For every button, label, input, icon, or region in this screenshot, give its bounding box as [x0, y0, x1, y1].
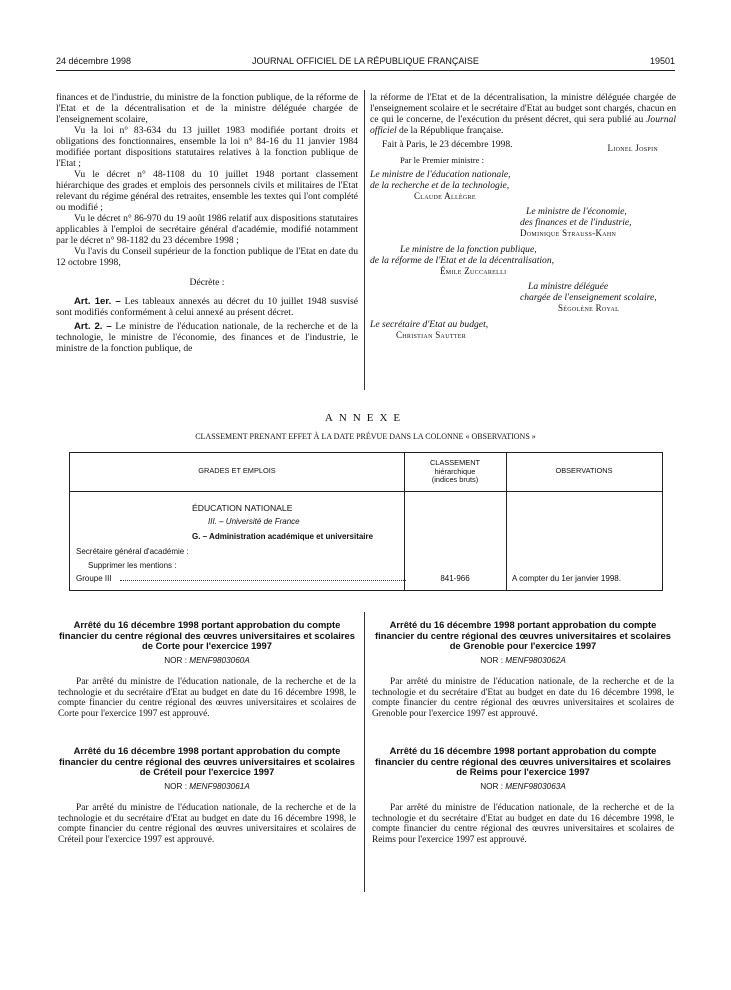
signatory-name: Claude Allègre [414, 191, 476, 201]
arrete-block [58, 620, 356, 720]
article-1-text: Les tableaux annexés au décret du 10 juillet 1948 susvisé sont modifiés conformément à celui annexé au présent décret. [56, 296, 358, 318]
header-rule [56, 70, 675, 71]
table-row-label: Supprimer les mentions : [88, 561, 177, 570]
signatory-title: Le ministre de l'économie, [526, 206, 627, 217]
classement-header-line: hiérarchique [434, 466, 476, 476]
signature-date-line [370, 139, 676, 151]
table-header-rule [70, 491, 662, 492]
decree-visa: Vu le décret n° 86-970 du 19 août 1986 relatif aux dispositions statutaires applicables à l'emploi de secrétaire général d'académie, modifié notamment par le décret n° 98-1182 du 23 décembre 1998 ; [56, 213, 358, 246]
signature-block [370, 169, 676, 202]
arrete-body: Par arrêté du ministre de l'éducation nationale, de la recherche et de la technologie et du secrétaire d'Etat au budget en date du 16 décembre 1998, le compte financier du centre régional des œuvres universitaires et scolaires de Corte pour l'exercice 1997 est approuvé. [58, 676, 356, 720]
arrete-body: Par arrêté du ministre de l'éducation nationale, de la recherche et de la technologie et du secrétaire d'Etat au budget en date du 16 décembre 1998, le compte financier du centre régional des œuvres universitaires et scolaires de Créteil pour l'exercice 1997 est approuvé. [58, 802, 356, 846]
column-divider [364, 90, 365, 390]
classement-header-line: (indices bruts) [431, 475, 479, 484]
table-row-label: Secrétaire général d'académie : [76, 547, 189, 556]
table-row-section: ÉDUCATION NATIONALE [192, 503, 293, 513]
table-cell-observations: A compter du 1er janvier 1998. [512, 574, 621, 583]
table-row-label: Groupe III [76, 574, 112, 583]
decree-article-2 [56, 321, 358, 354]
annexe-table [69, 452, 663, 591]
page-header [56, 56, 675, 70]
article-2-text: Le ministre de l'éducation nationale, de la recherche et de la technologie, le ministre de l'économie, des finances et de l'industrie, le ministre de la fonction publique, de [56, 321, 358, 354]
signatory-title: de la réforme de l'Etat et de la décentralisation, [370, 255, 555, 266]
arrete-nor: NOR : MENF9803063A [480, 781, 566, 791]
decree-right-column [370, 92, 676, 341]
arrete-block [58, 746, 356, 846]
table-row-subsection: G. – Administration académique et universitaire [192, 532, 374, 541]
column-divider [364, 612, 365, 892]
arrete-body: Par arrêté du ministre de l'éducation nationale, de la recherche et de la technologie et du secrétaire d'Etat au budget en date du 16 décembre 1998, le compte financier du centre régional des œuvres universitaires et scolaires de Reims pour l'exercice 1997 est approuvé. [372, 802, 674, 846]
arrete-body: Par arrêté du ministre de l'éducation nationale, de la recherche et de la technologie et du secrétaire d'Etat au budget en date du 16 décembre 1998, le compte financier du centre régional des œuvres universitaires et scolaires de Grenoble pour l'exercice 1997 est approuvé. [372, 676, 674, 720]
article-1-label: Art. 1er. – [74, 296, 121, 307]
decree-execution-clause: la réforme de l'Etat et de la décentralisation, la ministre déléguée chargée de l'enseignement scolaire et le secrétaire d'Etat au budget sont chargés, chacun en ce qui le concerne, de l'exécution du présent décret, qui sera publié au Journal officiel de la République française. [370, 92, 676, 136]
signatory-title: de la recherche et de la technologie, [370, 180, 510, 191]
article-2-label: Art. 2. – [74, 321, 112, 332]
header-date: 24 décembre 1998 [56, 56, 132, 66]
annexe-title: ANNEXE [324, 412, 407, 424]
table-header-grades: GRADES ET EMPLOIS [198, 466, 276, 475]
par-le-premier-ministre: Par le Premier ministre : [400, 155, 485, 165]
signatory-name: Émile Zuccarelli [440, 266, 507, 276]
arrete-nor: NOR : MENF9803060A [164, 655, 250, 665]
signature-block [520, 206, 676, 239]
arrete-block [372, 620, 674, 720]
table-header-observations: OBSERVATIONS [555, 466, 613, 475]
decree-visa: Vu l'avis du Conseil supérieur de la fonction publique de l'Etat en date du 12 octobre 1998, [56, 246, 358, 268]
fait-a-paris: Fait à Paris, le 23 décembre 1998. [382, 139, 513, 150]
signatory-title: Le ministre de la fonction publique, [400, 244, 537, 255]
decree-paragraph: finances et de l'industrie, du ministre de la fonction publique, de la réforme de l'Etat et de la décentralisation et de la ministre déléguée chargée de l'enseignement scolaire, [56, 92, 358, 125]
table-header-classement [404, 459, 506, 485]
decree-visa: Vu la loi n° 83-634 du 13 juillet 1983 modifiée portant droits et obligations des fonctionnaires, ensemble la loi n° 84-16 du 11 janvier 1984 modifiée portant dispositions statutaires relatives à la fonction publique de l'Etat ; [56, 125, 358, 169]
annexe-subtitle: CLASSEMENT PRENANT EFFET À LA DATE PRÉVUE DANS LA COLONNE « OBSERVATIONS » [195, 432, 536, 441]
decree-article-1 [56, 296, 358, 318]
decree-left-column [56, 92, 358, 354]
arrete-nor: NOR : MENF9803062A [480, 655, 566, 665]
pm-signature: Lionel Jospin [607, 143, 658, 153]
signatory-title: Le secrétaire d'Etat au budget, [370, 319, 489, 330]
signatory-title: Le ministre de l'éducation nationale, [370, 169, 511, 180]
decree-visa: Vu le décret n° 48-1108 du 10 juillet 1948 portant classement hiérarchique des grades et emplois des personnels civils et militaires de l'Etat relevant du régime général des retraites, ensemble les textes qui l'ont complété ou modifié ; [56, 169, 358, 213]
signature-block [370, 244, 676, 277]
header-journal-title: JOURNAL OFFICIEL DE LA RÉPUBLIQUE FRANÇAISE [252, 56, 479, 66]
signature-block [520, 281, 676, 314]
arrete-title: Arrêté du 16 décembre 1998 portant approbation du compte financier du centre régional des œuvres universitaires et scolaires de Créteil pour l'exercice 1997 [59, 745, 355, 778]
arrete-title: Arrêté du 16 décembre 1998 portant approbation du compte financier du centre régional des œuvres universitaires et scolaires de Grenoble pour l'exercice 1997 [375, 619, 671, 652]
signatory-name: Christian Sautter [396, 330, 467, 340]
signatory-title: des finances et de l'industrie, [520, 217, 632, 228]
arrete-title: Arrêté du 16 décembre 1998 portant approbation du compte financier du centre régional des œuvres universitaires et scolaires de Corte pour l'exercice 1997 [59, 619, 355, 652]
signature-block [370, 319, 676, 341]
signatory-title: La ministre déléguée [528, 281, 609, 292]
table-row-subsection: III. – Université de France [208, 517, 300, 526]
classement-header-line: CLASSEMENT [429, 458, 481, 467]
signatory-title: chargée de l'enseignement scolaire, [520, 292, 657, 303]
arrete-title: Arrêté du 16 décembre 1998 portant approbation du compte financier du centre régional des œuvres universitaires et scolaires de Reims pour l'exercice 1997 [375, 745, 671, 778]
signatory-name: Dominique Strauss-Kahn [520, 228, 617, 238]
table-row-leader-dots [120, 580, 406, 581]
decree-decrete: Décrète : [189, 277, 225, 288]
arrete-nor: NOR : MENF9803061A [164, 781, 250, 791]
table-cell-indices: 841-966 [440, 574, 470, 583]
header-page-number: 19501 [649, 56, 675, 66]
arrete-block [372, 746, 674, 846]
signatory-name: Ségolène Royal [558, 303, 620, 313]
